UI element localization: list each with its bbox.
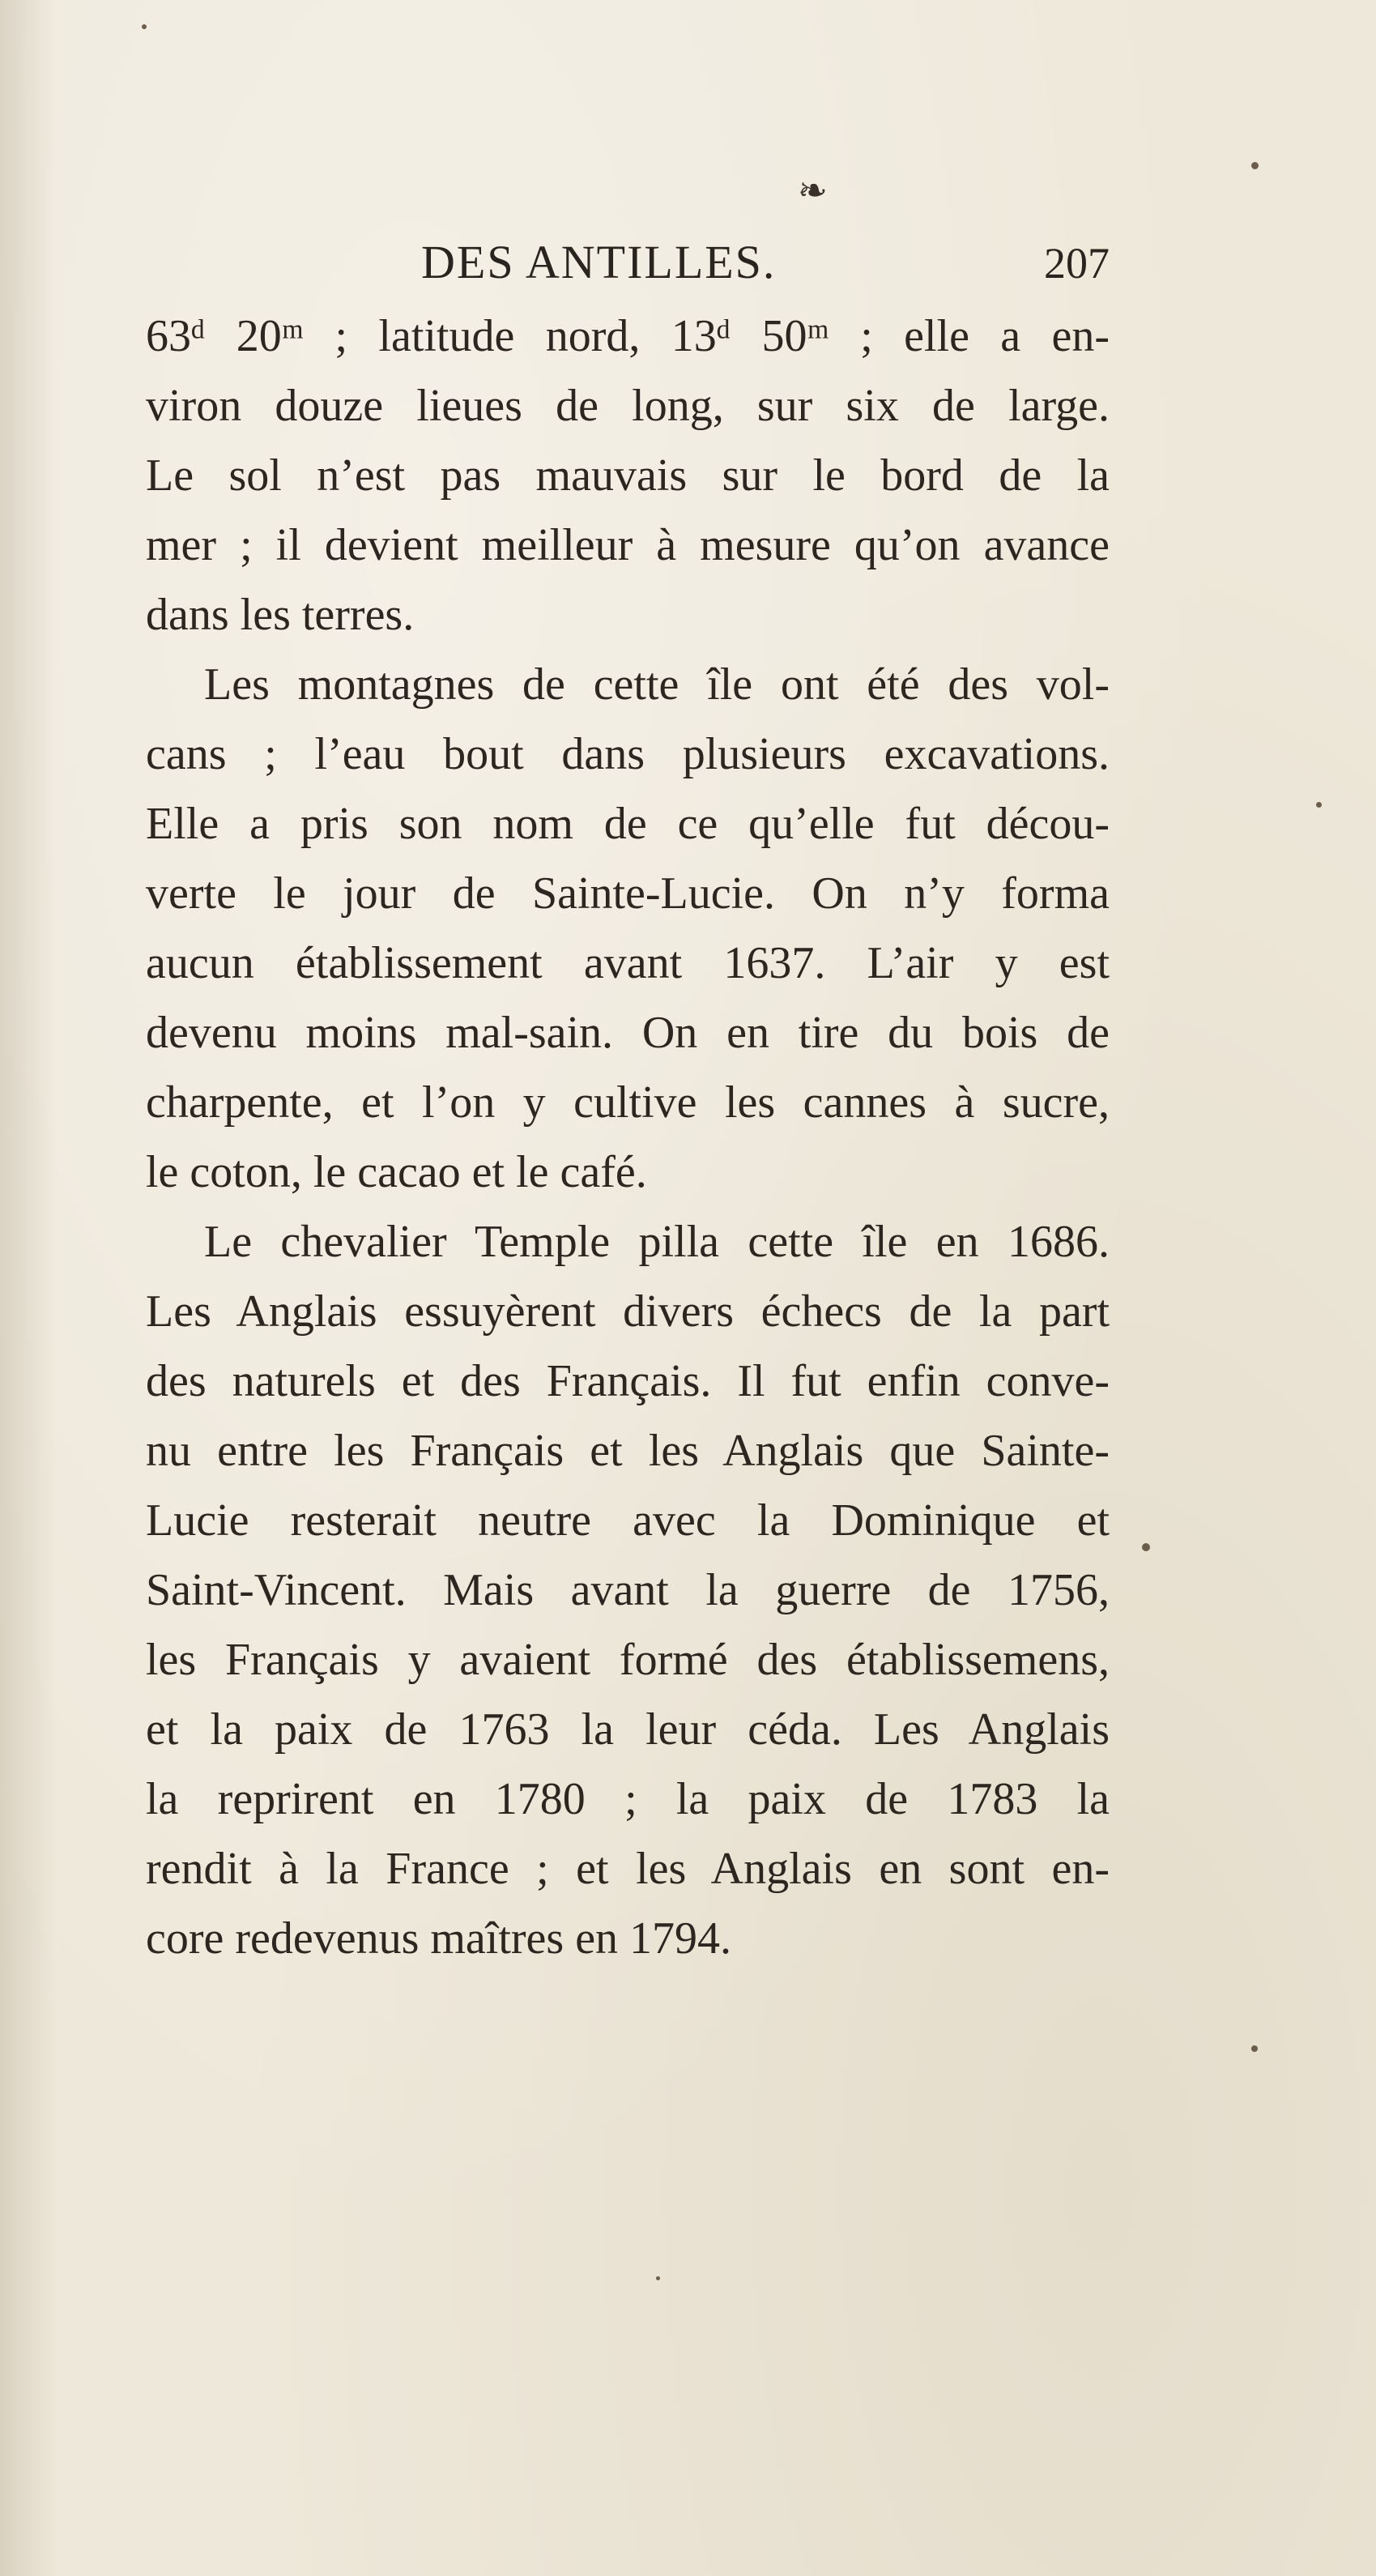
text-line: Lucie resterait neutre avec la Dominique et xyxy=(146,1495,1110,1546)
text-line: devenu moins mal-sain. On en tire du bois de xyxy=(146,1008,1110,1058)
text-line: et la paix de 1763 la leur céda. Les Anglais xyxy=(146,1704,1110,1755)
text-line: core redevenus maîtres en 1794. xyxy=(146,1913,732,1964)
paragraph-1 xyxy=(146,301,1110,650)
text-line: cans ; l’eau bout dans plusieurs excavations. xyxy=(146,729,1110,779)
text-line: charpente, et l’on y cultive les cannes à sucre, xyxy=(146,1077,1110,1128)
gutter-shadow xyxy=(0,0,57,2576)
text-line: Les Anglais essuyèrent divers échecs de la part xyxy=(146,1286,1110,1337)
text-line: rendit à la France ; et les Anglais en sont en- xyxy=(146,1844,1110,1894)
text-line: viron douze lieues de long, sur six de large. xyxy=(146,381,1110,431)
text-line: 63ᵈ 20ᵐ ; latitude nord, 13ᵈ 50ᵐ ; elle a en- xyxy=(146,311,1110,361)
text-line: Le chevalier Temple pilla cette île en 1686. xyxy=(204,1217,1110,1267)
page-header xyxy=(162,235,1110,300)
text-line: aucun établissement avant 1637. L’air y est xyxy=(146,938,1110,988)
paragraph-3 xyxy=(146,1207,1110,1973)
text-line: le coton, le cacao et le café. xyxy=(146,1147,647,1197)
text-line: nu entre les Français et les Anglais que Sainte- xyxy=(146,1426,1110,1476)
text-line: les Français y avaient formé des établissemens, xyxy=(146,1635,1110,1685)
paragraph-2 xyxy=(146,650,1110,1207)
paper-speck xyxy=(1142,1543,1150,1551)
printer-ornament: ❧ xyxy=(798,170,828,211)
text-line: la reprirent en 1780 ; la paix de 1783 la xyxy=(146,1774,1110,1824)
text-line: mer ; il devient meilleur à mesure qu’on avance xyxy=(146,520,1110,570)
paper-speck xyxy=(1251,162,1259,169)
text-line: Saint-Vincent. Mais avant la guerre de 1756, xyxy=(146,1565,1110,1615)
paper-speck xyxy=(1316,802,1322,808)
text-line: des naturels et des Français. Il fut enfin conve- xyxy=(146,1356,1110,1406)
body-text xyxy=(146,301,1110,1973)
paper-speck xyxy=(656,2276,660,2280)
text-line: verte le jour de Sainte-Lucie. On n’y forma xyxy=(146,868,1110,919)
paper-speck xyxy=(1251,2045,1258,2052)
paper-speck xyxy=(142,24,147,29)
text-line: Le sol n’est pas mauvais sur le bord de la xyxy=(146,450,1110,501)
text-line: dans les terres. xyxy=(146,590,415,640)
running-head: DES ANTILLES. xyxy=(421,236,777,288)
text-line: Les montagnes de cette île ont été des vol- xyxy=(204,659,1110,710)
text-line: Elle a pris son nom de ce qu’elle fut décou- xyxy=(146,799,1110,849)
page-number: 207 xyxy=(1044,239,1110,288)
